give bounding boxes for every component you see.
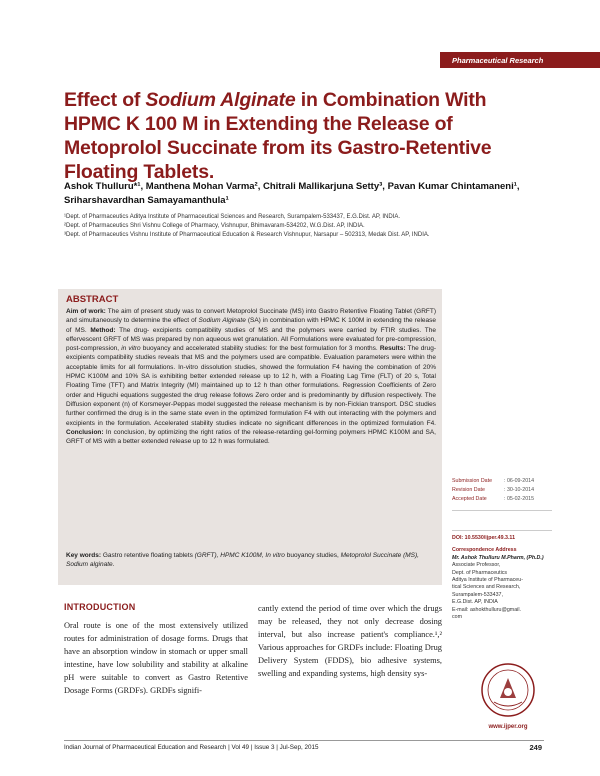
correspondence-block: [452, 535, 562, 621]
aim-text-2: (SA) in combination with HPMC K 100M in extending the release of MS.: [66, 317, 437, 334]
conclusion-label: Conclusion:: [66, 428, 104, 436]
corr-line-4: tical Sciences and Research,: [452, 584, 521, 591]
journal-website-link[interactable]: www.ijper.org: [488, 724, 528, 730]
keywords-italic-2: Metoprolol Succinate (MS), Sodium alginate.: [66, 552, 419, 569]
corr-email[interactable]: E-mail: ashokthulluru@gmail.: [452, 606, 521, 613]
affiliation-2: ²Dept. of Pharmaceutics Shri Vishnu College of Pharmacy, Vishnupur, Bhimavaram-534202, W.G.Dist. AP, INDIA.: [64, 223, 365, 230]
corr-line-2: Dept. of Pharmaceutics: [452, 569, 508, 576]
affiliation-3: ³Dept. of Pharmaceutics Vishnu Institute of Pharmaceutical Education & Research Vishnupur, Narsapur – 502313, Medak Dist. AP, INDIA.: [64, 232, 430, 239]
corr-line-1: Associate Professor,: [452, 562, 501, 569]
results-label: Results:: [379, 345, 406, 353]
aim-text: The aim of present study was to convert Metoprolol Succinate (MS) into Gastro Retentive Floating Tablet (GRFT) and simultaneously to determine the effect of: [66, 308, 436, 325]
affiliations: [64, 213, 539, 241]
revision-value: : 30-10-2014: [504, 487, 535, 493]
submission-value: : 06-09-2014: [504, 478, 535, 484]
title-pre: Effect of: [64, 89, 146, 111]
journal-logo-icon: [480, 662, 536, 718]
results-text: The drug- excipients compatibility studies reveals that MS and the polymers used are compatible. Evaluation parameters were within the acceptable limits for all formulations. In-vitro dissolution studies, showed the formulation F4 having the combination of 20% HPMC K100M and 10% SA is exhibiting better extended release up to 12 h, with a Floating Lag Time (FLT) of 20 s, Total Floating Time (TFT) and Matrix Integrity (MI) maintained up to 12 h than other formulations. Regression Coefficients of Zero order and Higuchi equations suggested the drug release follows Zero order and is predominantly by diffusion respectively. The Diffusion exponent (n) of Korsmeyer-Peppas model suggested the release mechanism is by non-Fickian transport. DSC studies further confirmed the drug is in the same state even in the optimized formulation F4 with out interacting with the polymers and excipients in the formulation. Accelerated stability studies indicate no significant differences in the optimized formulation F4.: [66, 345, 436, 427]
accepted-value: : 05-02-2015: [504, 496, 535, 502]
correspondence-heading: Correspondence Address: [452, 547, 517, 554]
introduction-heading: INTRODUCTION: [64, 602, 136, 612]
method-text-2: buoyancy and accelerated stability studies: for the best formulation for 3 months.: [140, 345, 380, 353]
keywords-text-2: buoyancy studies,: [284, 552, 341, 559]
title-post: in Combination With HPMC K 100 M in Extending the Release of Metoprolol Succinate from its Gastro-Retentive Floating Tablets.: [64, 89, 492, 183]
section-tag: Pharmaceutical Research: [440, 52, 600, 68]
corr-line-3: Aditya Institute of Pharmaceu-: [452, 577, 523, 584]
article-title: [64, 88, 544, 184]
corr-email-cont[interactable]: com: [452, 614, 463, 621]
submission-label: Submission Date: [452, 478, 493, 484]
abstract-heading: ABSTRACT: [66, 294, 119, 305]
sidebar-divider: [452, 510, 552, 511]
keywords-label: Key words:: [66, 552, 102, 559]
page-number: 249: [529, 743, 542, 752]
sidebar-divider-2: [452, 530, 552, 531]
corr-line-6: E.G.Dist. AP, INDIA: [452, 599, 498, 606]
abstract-body: [66, 307, 436, 446]
author-list: Ashok Thulluru*¹, Manthena Mohan Varma², Chitrali Mallikarjuna Setty³, Pavan Kumar Chintamaneni¹, Sriharshavardhan Samayamanthula¹: [64, 181, 520, 206]
aim-label: Aim of work:: [66, 308, 106, 315]
affiliation-1: ¹Dept. of Pharmaceutics Aditya Institute of Pharmaceutical Sciences and Research, Surampalem-533437, E.G.Dist. AP, INDIA.: [64, 214, 401, 220]
article-dates: [452, 477, 557, 504]
keywords-italic-1: (GRFT), HPMC K100M, In vitro: [194, 552, 285, 559]
title-italic: Sodium Alginate: [145, 89, 296, 111]
method-label: Method:: [90, 326, 116, 334]
footer-journal-info: Indian Journal of Pharmaceutical Education and Research | Vol 49 | Issue 3 | Jul-Sep, 2015: [64, 744, 319, 751]
accepted-label: Accepted Date: [452, 496, 487, 502]
doi-text[interactable]: DOI: 10.5530/ijper.49.3.11: [452, 535, 516, 541]
conclusion-text: In conclusion, by optimizing the right ratios of the release-retarding gel-forming polymers HPMC K100M and SA, GRFT of MS with a better extended release up to 12 h was formulated.: [66, 428, 436, 446]
keywords-text: Gastro retentive floating tablets: [101, 552, 195, 559]
intro-column-right: cantly extend the period of time over which the drugs may be released, they not only decrease dosing interval, but also increase patient's compliance.¹,² Various approaches for GRDFs include: Floating Drug Delivery System (FDDS), bio adhesive systems, swelling and expanding systems, high density sys-: [258, 604, 442, 679]
intro-column-left: Oral route is one of the most extensively utilized routes for administration of dosage forms. Drugs that have an absorption window in stomach or upper small intestine, have low solubility and stability at alkaline pH were suitable to convert as Gastro Retentive Dosage Forms (GRDFs). GRDFs signifi-: [64, 621, 248, 696]
method-italic: in vitro: [121, 345, 141, 353]
correspondence-name: Mr. Ashok Thulluru M.Pharm, (Ph.D.): [452, 554, 544, 561]
keywords: [66, 551, 436, 570]
corr-line-5: Surampalem-533437,: [452, 591, 503, 598]
method-text: The drug- excipients compatibility studies of MS and the polymers were carried by FTIR studies. The effervescent GRFT of MS was prepared by non aqueous wet granulation. All Formulations were evaluated for pre-compression, post-compression,: [66, 326, 436, 353]
footer-rule: [64, 740, 544, 741]
aim-italic: Sodium Alginate: [198, 317, 246, 325]
revision-label: Revision Date: [452, 487, 485, 493]
